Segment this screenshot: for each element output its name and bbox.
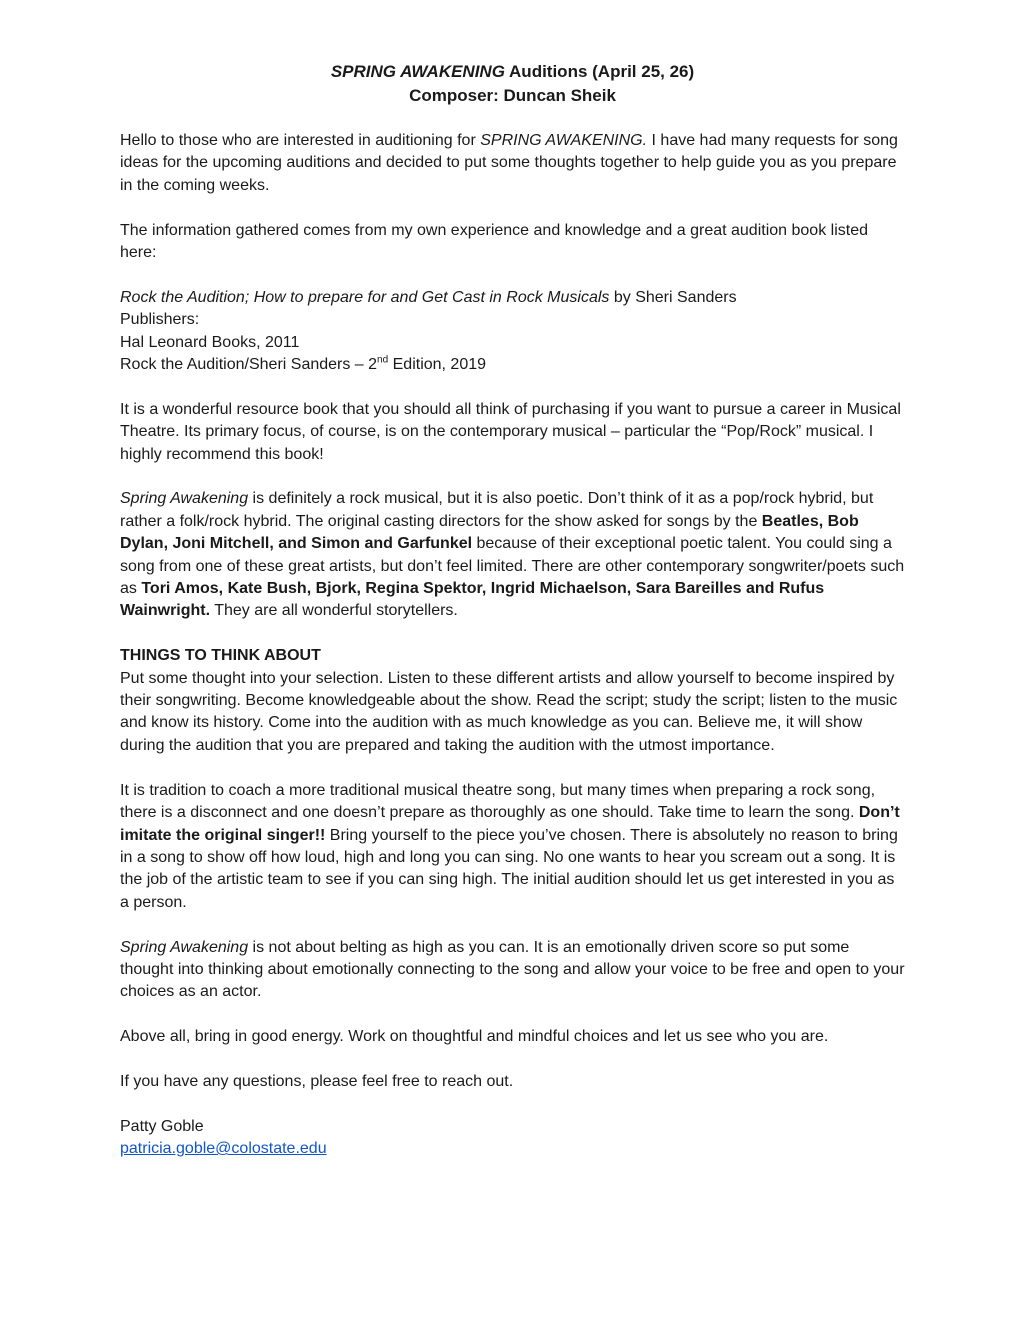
belting-show-name: Spring Awakening	[120, 938, 249, 956]
things-heading: THINGS TO THINK ABOUT	[120, 647, 321, 665]
imitate-warning: Don’t imitate the original singer!!	[120, 804, 900, 844]
artists-text-b: because of their exceptional poetic talent. You could sing a song from one of these great artists, but don’t feel limited. There are other contemporary songwriter/poets such as	[120, 535, 905, 598]
questions-paragraph: If you have any questions, please feel free to reach out.	[120, 1072, 514, 1090]
book-title: Rock the Audition; How to prepare for and Get Cast in Rock Musicals	[120, 288, 610, 306]
email-link[interactable]: patricia.goble@colostate.edu	[120, 1140, 327, 1158]
intro-text-a: Hello to those who are interested in auditioning for	[120, 132, 481, 149]
artists-paragraph	[120, 488, 905, 622]
contemporary-artists-list: Tori Amos, Kate Bush, Bjork, Regina Spektor, Ingrid Michaelson, Sara Bareilles and Rufus Wainwright.	[120, 580, 825, 620]
signature-block	[120, 1116, 905, 1161]
intro-show-name: SPRING AWAKENING.	[480, 132, 648, 149]
artists-text-c: They are all wonderful storytellers.	[210, 602, 458, 620]
publisher-1: Hal Leonard Books, 2011	[120, 333, 300, 351]
belting-paragraph	[120, 937, 905, 1004]
info-paragraph: The information gathered comes from my own experience and knowledge and a great audition book listed here:	[120, 221, 868, 262]
tradition-text-a: It is tradition to coach a more traditional musical theatre song, but many times when preparing a rock song, there is a disconnect and one doesn’t prepare as thoroughly as one should. Take time to learn the song.	[120, 781, 876, 822]
resource-paragraph: It is a wonderful resource book that you should all think of purchasing if you want to pursue a career in Musical Theatre. Its primary focus, of course, is on the contemporary musical – particular the “Pop/Rock” musical. I highly recommend this book!	[120, 400, 901, 463]
things-body: Put some thought into your selection. Listen to these different artists and allow yourself to become inspired by their songwriting. Become knowledgeable about the show. Read the script; study the script; listen to the music and know its history. Come into the audition with as much knowledge as you can. Believe me, it will show during the audition that you are prepared and taking the audition with the utmost importance.	[120, 669, 898, 754]
composer-line: Composer: Duncan Sheik	[409, 86, 616, 105]
publishers-label: Publishers:	[120, 311, 200, 329]
document-title	[120, 60, 905, 84]
original-artists-list: Beatles, Bob Dylan, Joni Mitchell, and Simon and Garfunkel	[120, 512, 859, 553]
tradition-paragraph	[120, 780, 905, 914]
document-page	[120, 60, 905, 1161]
title-rest: Auditions (April 25, 26)	[504, 62, 695, 81]
energy-paragraph: Above all, bring in good energy. Work on thoughtful and mindful choices and let us see who you are.	[120, 1028, 829, 1046]
publisher-2	[120, 356, 486, 373]
artists-text-a: is definitely a rock musical, but it is also poetic. Don’t think of it as a pop/rock hybrid, but rather a folk/rock hybrid. The original casting directors for the show asked for songs by the	[120, 490, 874, 530]
publisher-2-text: Rock the Audition/Sheri Sanders – 2	[120, 356, 378, 374]
things-section	[120, 645, 905, 757]
intro-paragraph	[120, 130, 905, 197]
edition-superscript: nd	[377, 354, 389, 366]
book-citation	[120, 287, 905, 377]
belting-text: is not about belting as high as you can. It is an emotionally driven score so put some thought into thinking about emotionally connecting to the song and allow your voice to be free and open to your choices as an actor.	[120, 938, 905, 1001]
tradition-text-b: Bring yourself to the piece you’ve chosen. There is absolutely no reason to bring in a song to show off how loud, high and long you can sing. No one wants to hear you scream out a song. It is the job of the artistic team to see if you can sing high. The initial audition should let us get interested in you as a person.	[120, 826, 898, 911]
book-author: by Sheri Sanders	[609, 288, 737, 306]
intro-text-b: I have had many requests for song ideas for the upcoming auditions and decided to put some thoughts together to help guide you as you prepare in the coming weeks.	[120, 132, 898, 194]
title-show-name: SPRING AWAKENING	[330, 62, 505, 81]
publisher-2-edition: Edition, 2019	[388, 356, 487, 374]
signature-name: Patty Goble	[120, 1117, 204, 1135]
artists-show-name: Spring Awakening	[120, 490, 249, 508]
